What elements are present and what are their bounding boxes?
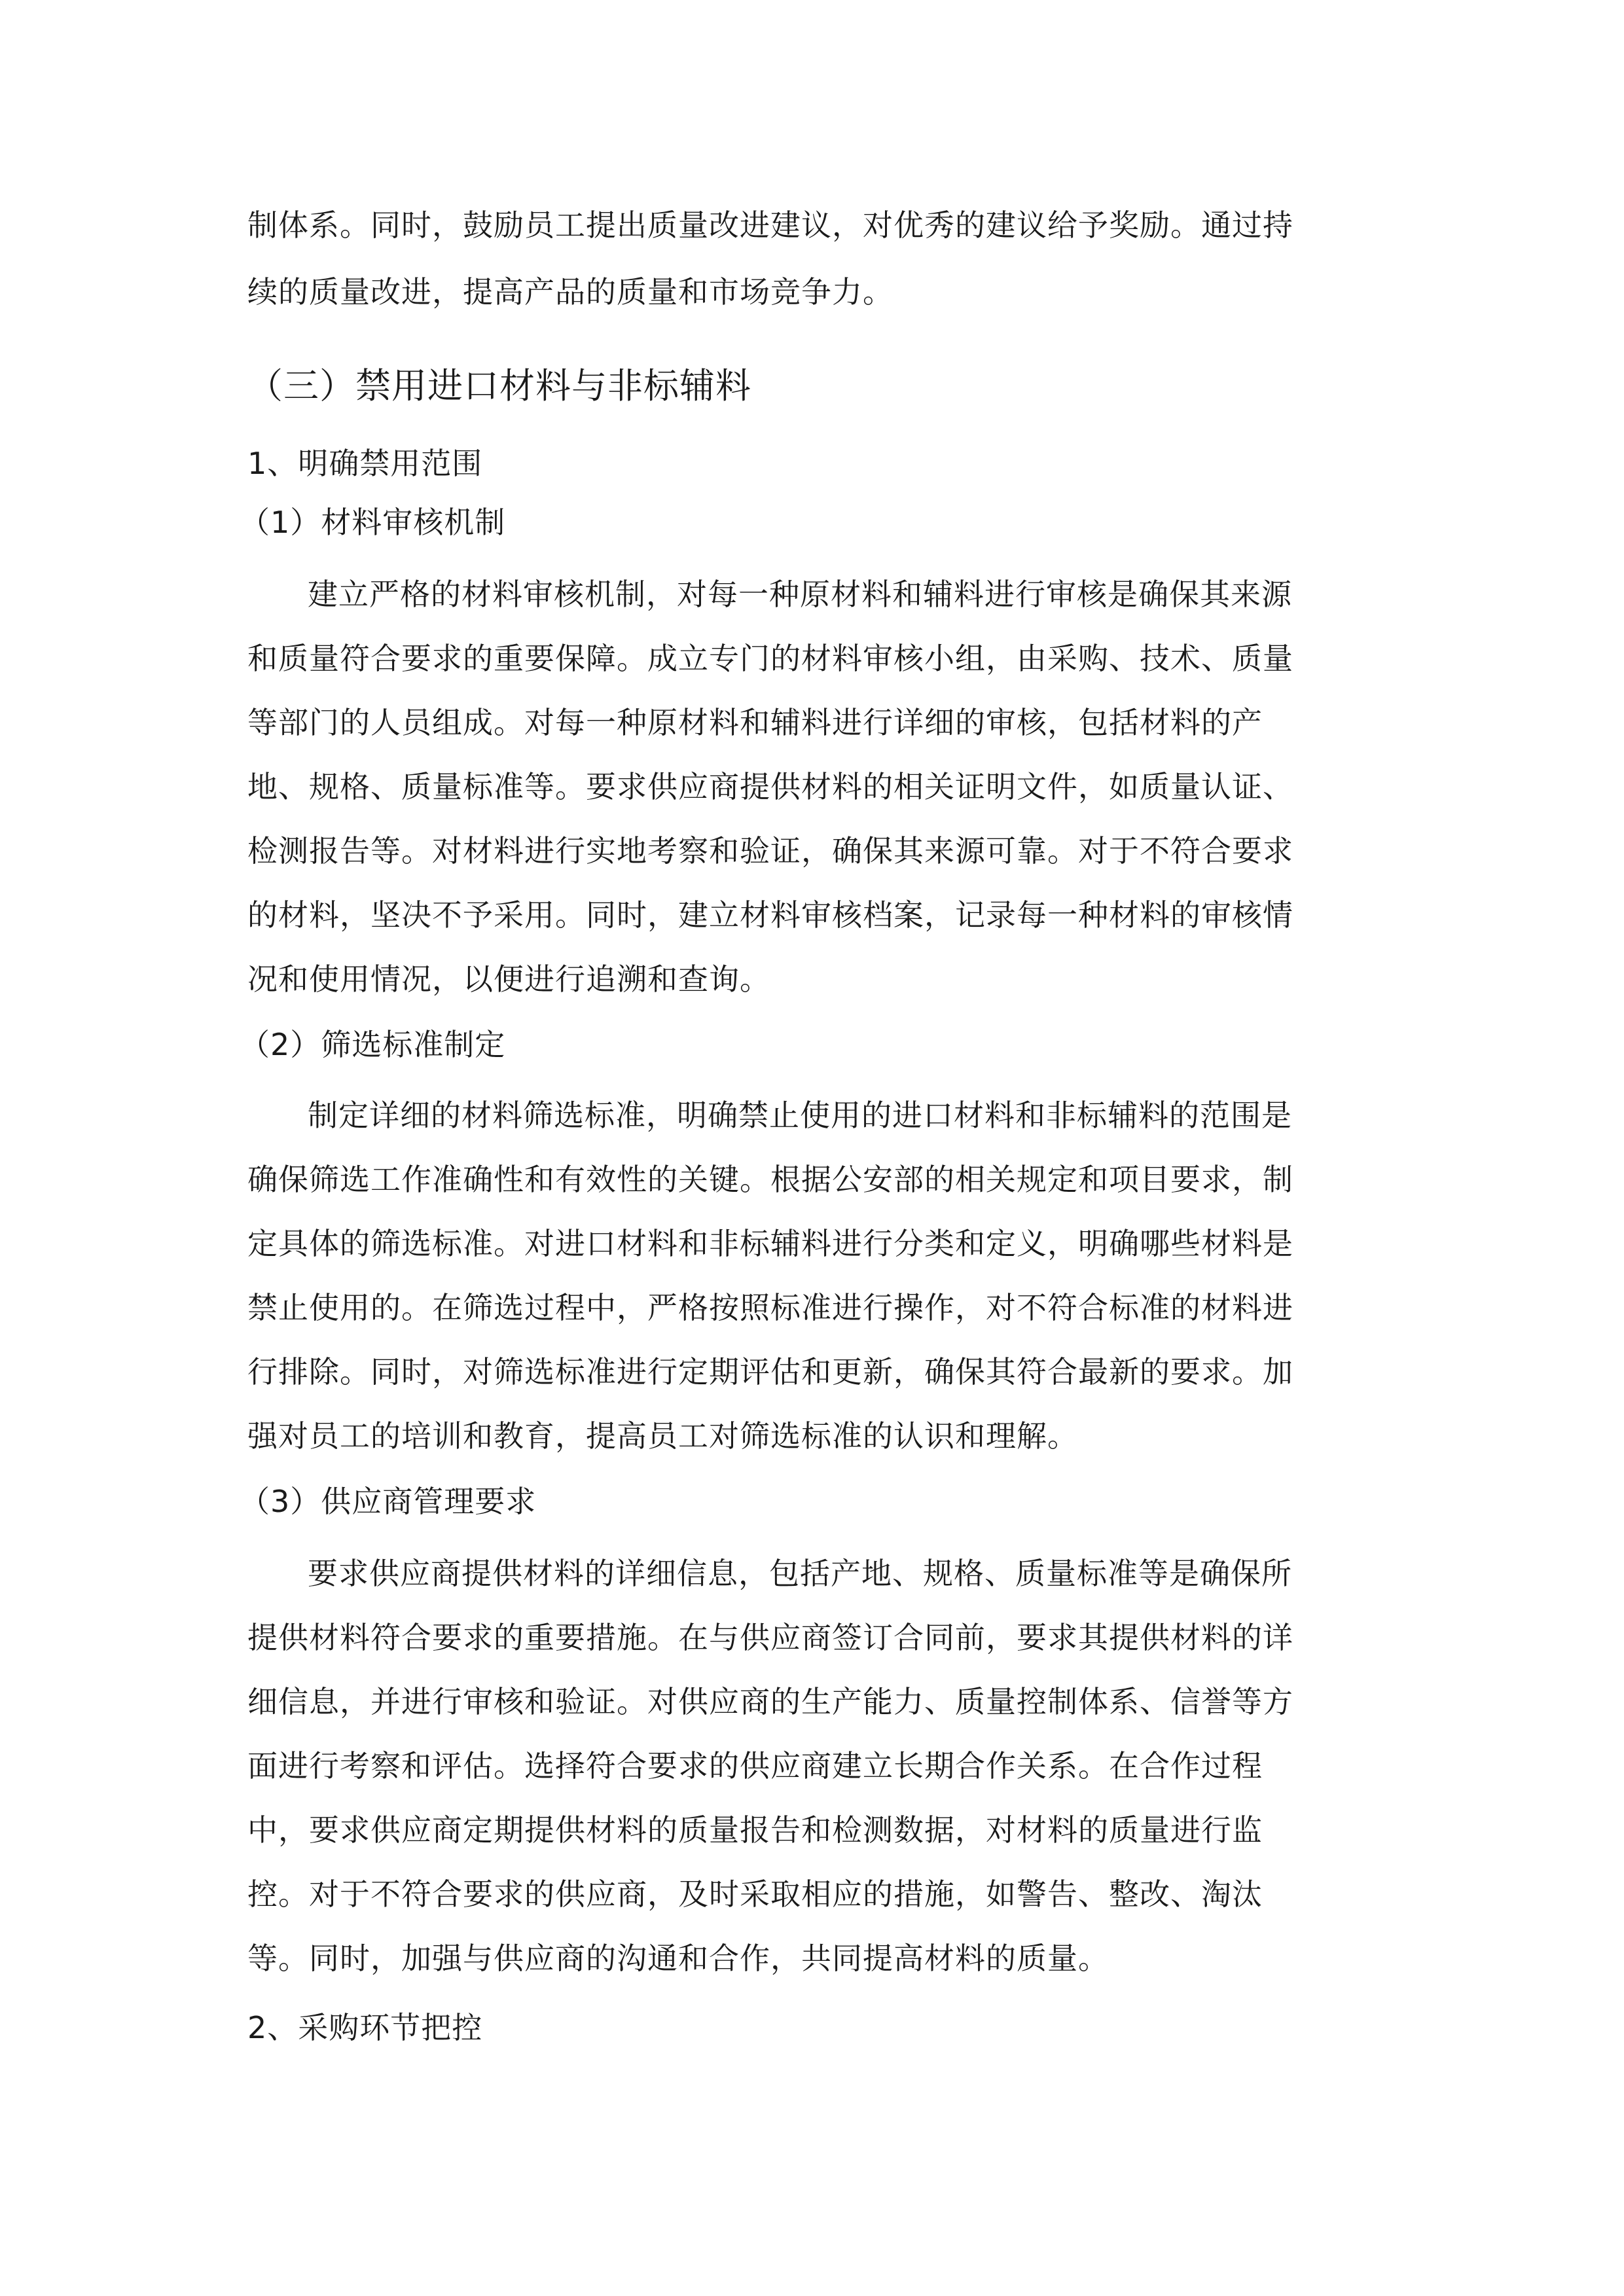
sub3-line-1: 要求供应商提供材料的详细信息，包括产地、规格、质量标准等是确保所: [308, 1556, 1292, 1591]
sub2-heading: （2）筛选标准制定: [240, 1027, 506, 1062]
sub1-line-5: 检测报告等。对材料进行实地考察和验证，确保其来源可靠。对于不符合要求: [247, 833, 1293, 869]
sub1-line-6: 的材料，坚决不予采用。同时，建立材料审核档案，记录每一种材料的审核情: [247, 897, 1293, 933]
item1-heading: 1、明确禁用范围: [247, 446, 483, 481]
intro-line-2: 续的质量改进，提高产品的质量和市场竞争力。: [247, 274, 893, 310]
sub3-line-2: 提供材料符合要求的重要措施。在与供应商签订合同前，要求其提供材料的详: [247, 1620, 1293, 1655]
sub2-line-5: 行排除。同时，对筛选标准进行定期评估和更新，确保其符合最新的要求。加: [247, 1354, 1293, 1390]
section-heading: （三）禁用进口材料与非标辅料: [247, 365, 751, 406]
sub1-heading: （1）材料审核机制: [240, 505, 506, 540]
sub2-line-4: 禁止使用的。在筛选过程中，严格按照标准进行操作，对不符合标准的材料进: [247, 1290, 1293, 1325]
sub2-line-3: 定具体的筛选标准。对进口材料和非标辅料进行分类和定义，明确哪些材料是: [247, 1226, 1293, 1261]
sub3-heading: （3）供应商管理要求: [240, 1484, 537, 1519]
intro-line-1: 制体系。同时，鼓励员工提出质量改进建议，对优秀的建议给予奖励。通过持: [247, 207, 1293, 243]
sub3-line-7: 等。同时，加强与供应商的沟通和合作，共同提高材料的质量。: [247, 1941, 1109, 1976]
item2-heading: 2、采购环节把控: [247, 2010, 483, 2045]
sub1-line-4: 地、规格、质量标准等。要求供应商提供材料的相关证明文件，如质量认证、: [247, 769, 1293, 804]
sub1-line-1: 建立严格的材料审核机制，对每一种原材料和辅料进行审核是确保其来源: [308, 577, 1292, 612]
sub1-line-2: 和质量符合要求的重要保障。成立专门的材料审核小组，由采购、技术、质量: [247, 641, 1293, 676]
sub3-line-5: 中，要求供应商定期提供材料的质量报告和检测数据，对材料的质量进行监: [247, 1812, 1263, 1848]
sub1-line-3: 等部门的人员组成。对每一种原材料和辅料进行详细的审核，包括材料的产: [247, 705, 1263, 740]
sub3-line-4: 面进行考察和评估。选择符合要求的供应商建立长期合作关系。在合作过程: [247, 1748, 1263, 1784]
sub1-line-7: 况和使用情况，以便进行追溯和查询。: [247, 961, 770, 997]
sub2-line-1: 制定详细的材料筛选标准，明确禁止使用的进口材料和非标辅料的范围是: [308, 1098, 1292, 1133]
sub3-line-6: 控。对于不符合要求的供应商，及时采取相应的措施，如警告、整改、淘汰: [247, 1876, 1263, 1912]
sub3-line-3: 细信息，并进行审核和验证。对供应商的生产能力、质量控制体系、信誉等方: [247, 1684, 1293, 1719]
sub2-line-6: 强对员工的培训和教育，提高员工对筛选标准的认识和理解。: [247, 1418, 1078, 1454]
sub2-line-2: 确保筛选工作准确性和有效性的关键。根据公安部的相关规定和项目要求，制: [247, 1162, 1293, 1197]
